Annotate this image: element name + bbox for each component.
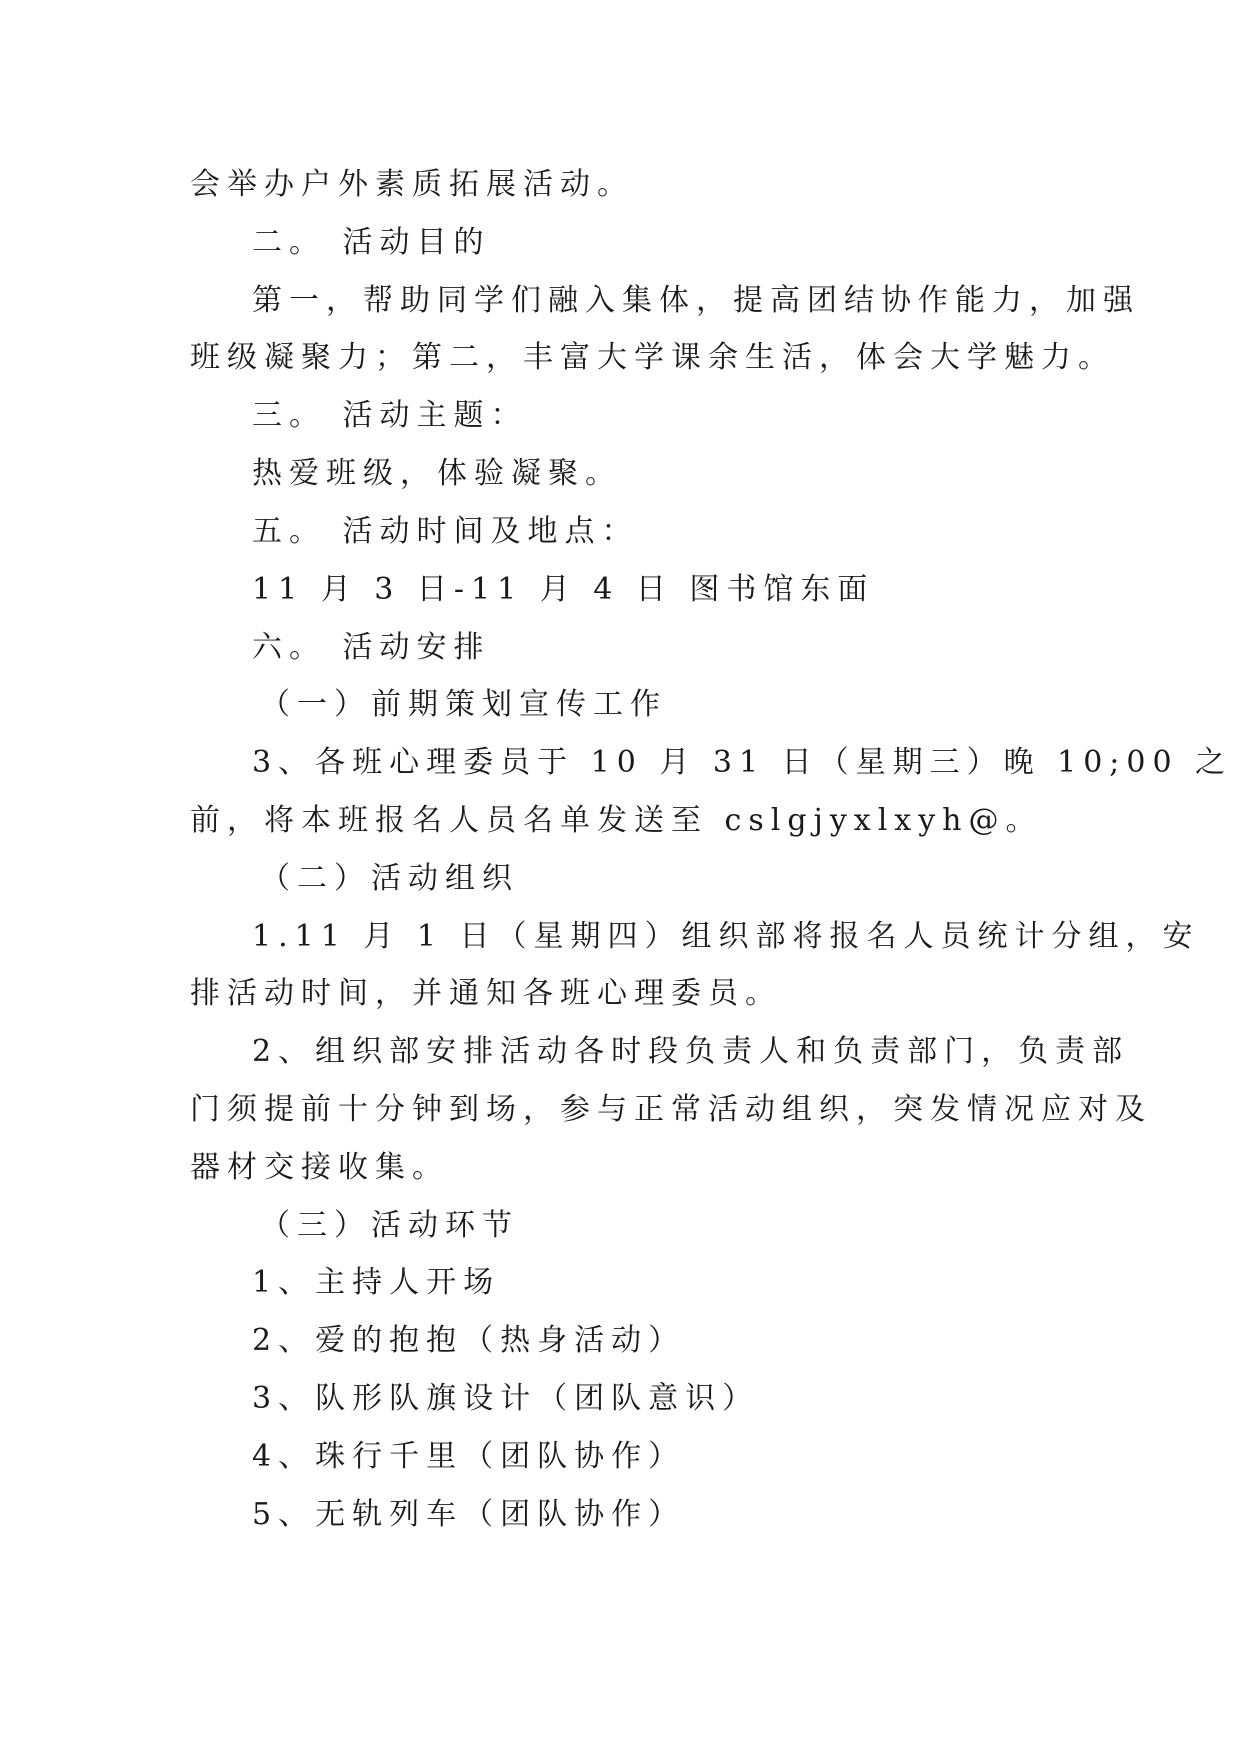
list-item: 2、爱的抱抱（热身活动）: [252, 1323, 686, 1358]
list-item: 4、珠行千里（团队协作）: [252, 1439, 686, 1474]
text-line: 班级凝聚力；第二，丰富大学课余生活，体会大学魅力。: [190, 340, 1115, 375]
section-heading: 五。 活动时间及地点：: [252, 514, 639, 549]
subsection-heading: （一）前期策划宣传工作: [260, 687, 667, 722]
subsection-heading: （三）活动环节: [260, 1208, 519, 1243]
section-heading: 三。 活动主题：: [252, 398, 528, 433]
text-line: 2、组织部安排活动各时段负责人和负责部门，负责部: [252, 1034, 1130, 1069]
text-line: 会举办户外素质拓展活动。: [190, 167, 634, 202]
subsection-heading: （二）活动组织: [260, 861, 519, 896]
list-item: 3、队形队旗设计（团队意识）: [252, 1381, 760, 1416]
text-line: 1.11 月 1 日（星期四）组织部将报名人员统计分组，安: [252, 919, 1200, 954]
text-line: 排活动时间，并通知各班心理委员。: [190, 976, 782, 1011]
text-line: 前，将本班报名人员名单发送至 cslgjyxlxyh@。: [190, 803, 1043, 838]
list-item: 1、主持人开场: [252, 1265, 501, 1300]
text-line: 第一，帮助同学们融入集体，提高团结协作能力，加强: [252, 283, 1140, 318]
text-line: 器材交接收集。: [190, 1150, 449, 1185]
text-line: 3、各班心理委员于 10 月 31 日（星期三）晚 10;00 之: [252, 745, 1233, 780]
list-item: 5、无轨列车（团队协作）: [252, 1497, 686, 1532]
text-line: 门须提前十分钟到场，参与正常活动组织，突发情况应对及: [190, 1092, 1152, 1127]
section-heading: 六。 活动安排: [252, 630, 491, 665]
text-line: 热爱班级，体验凝聚。: [252, 456, 622, 491]
section-heading: 二。 活动目的: [252, 225, 491, 260]
text-line: 11 月 3 日-11 月 4 日 图书馆东面: [252, 572, 875, 607]
